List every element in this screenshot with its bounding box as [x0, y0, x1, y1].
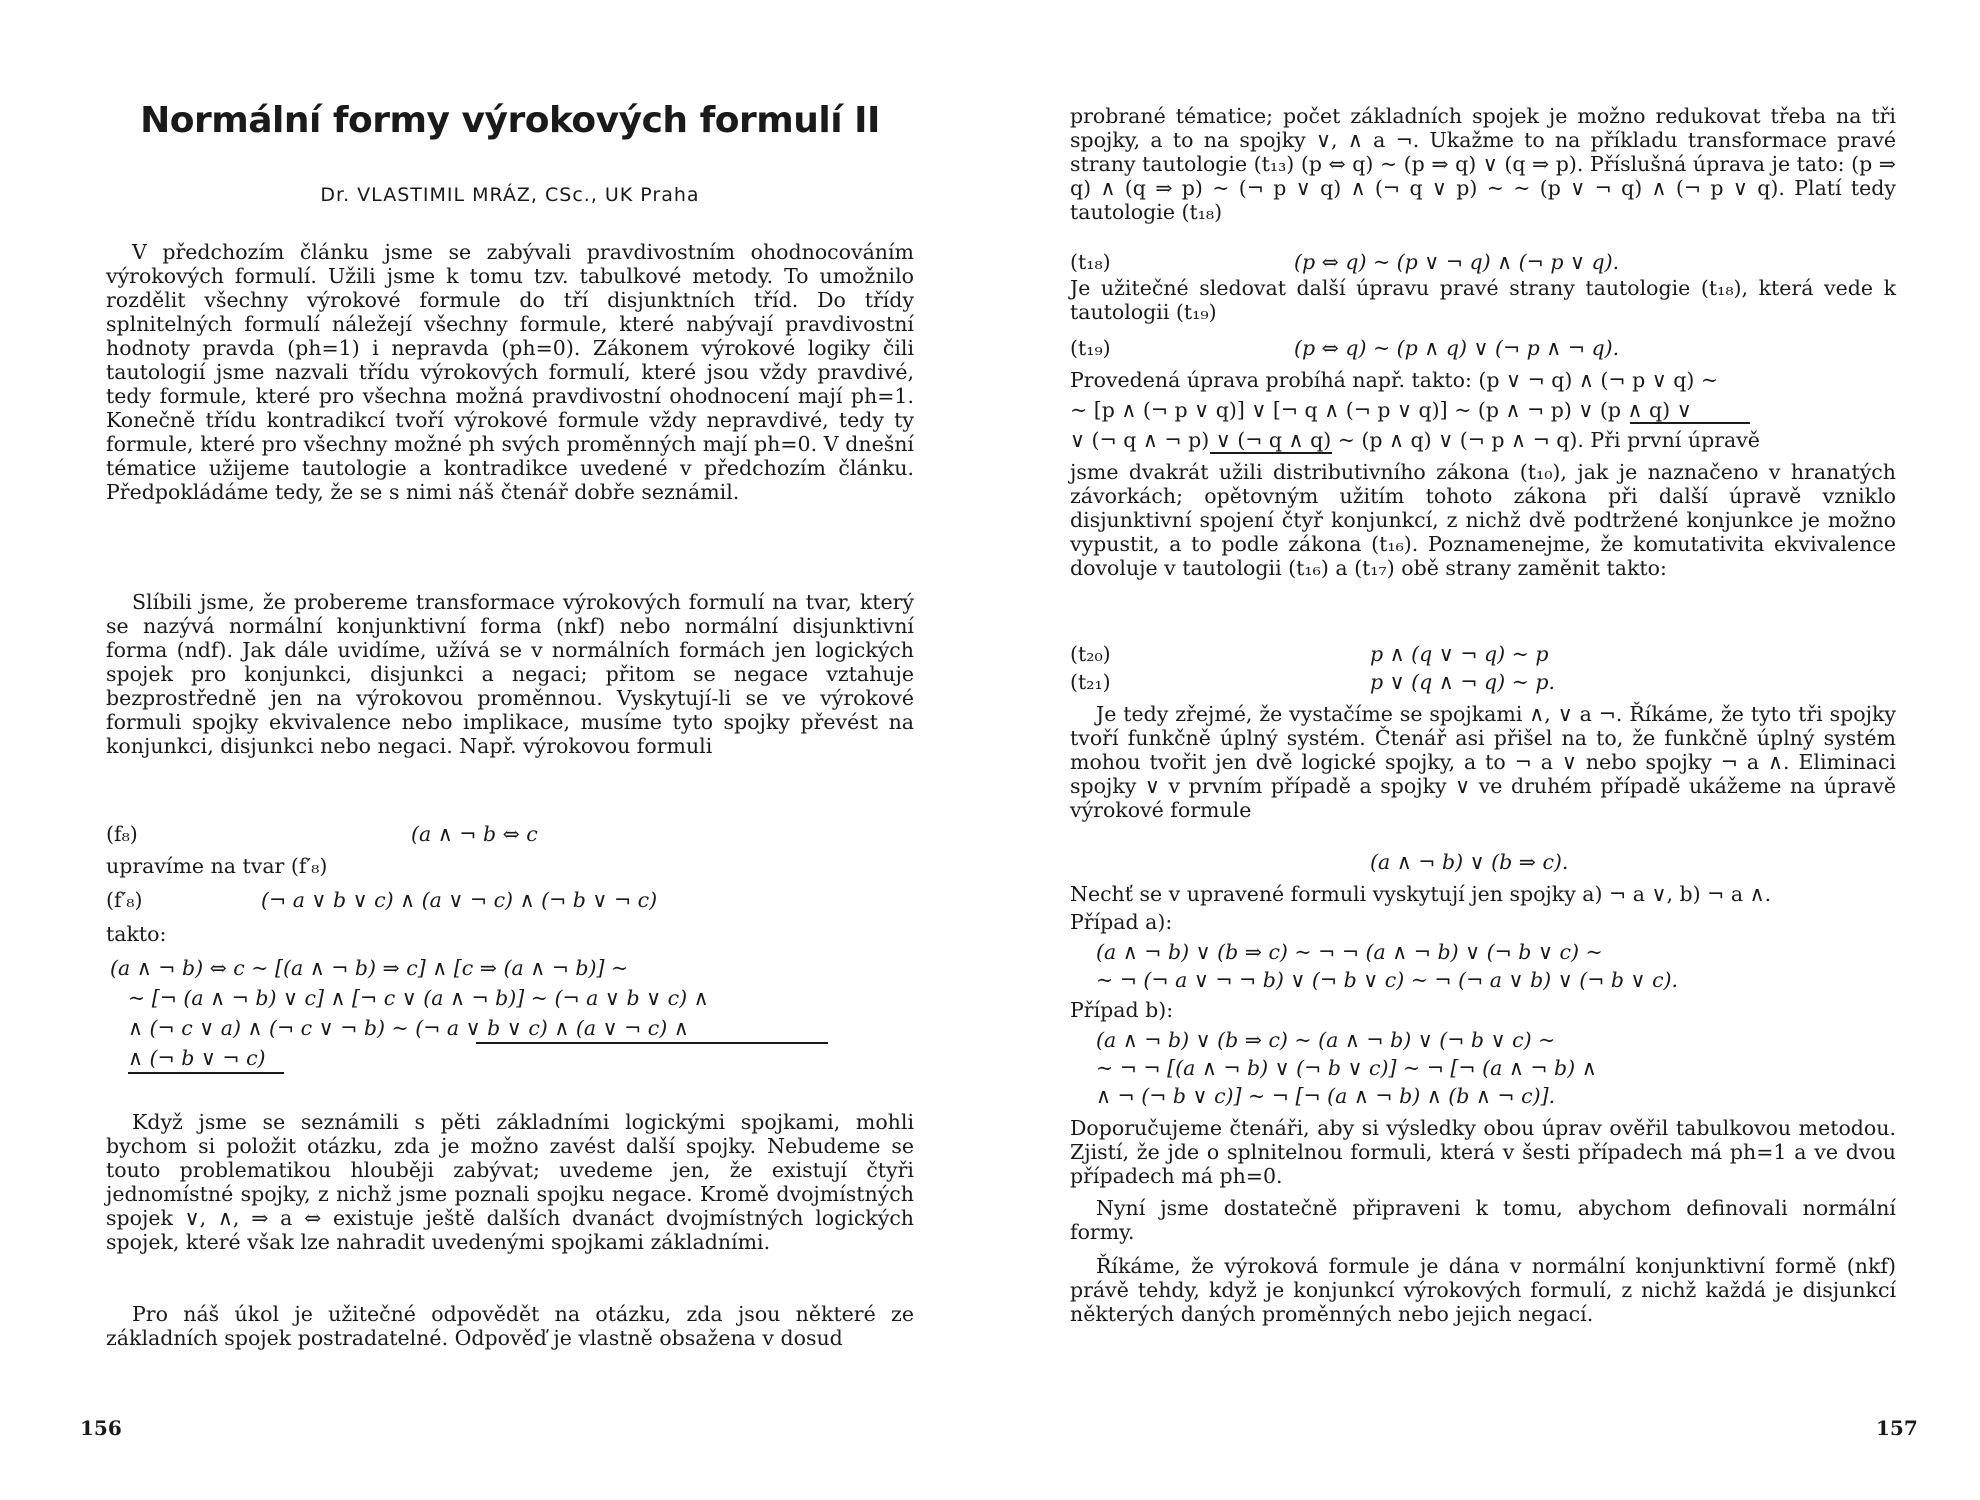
right-page — [990, 0, 1980, 1500]
paragraph-reduction: probrané tématice; počet základních spojek je možno redukovat třeba na tři spojky, a to na spojky ∨, ∧ a ¬. Ukažme to na příkladu transformace pravé strany tautologie (t₁₃) (p ⇔ q) ~ (p ⇒ q) ∨ (q ⇒ p). Příslušná úprava je tato: (p ⇒ q) ∧ (q ⇒ p) ~ (¬ p ∨ q) ∧ (¬ q ∨ p) ~ ~ (p ∨ ¬ q) ∧ (¬ p ∨ q). Platí tedy tautologie (t₁₈) — [1070, 104, 1896, 224]
paragraph-definition-nkf: Říkáme, že výroková formule je dána v normální konjunktivní formě (nkf) právě tehdy, když je konjunkcí výrokových formulí, z nichž každá je disjunkcí některých daných proměnných nebo jejich negací. — [1070, 1254, 1896, 1326]
underline-result-end — [128, 1072, 284, 1074]
formula-f8: (a ∧ ¬ b ⇔ c — [411, 822, 538, 846]
author-line: Dr. VLASTIMIL MRÁZ, CSc., UK Praha — [320, 184, 700, 206]
article-title: Normální formy výrokových formulí II — [140, 100, 880, 141]
underline-conjunction-2 — [1210, 452, 1332, 454]
tautology-t19: (p ⇔ q) ~ (p ∧ q) ∨ (¬ p ∧ ¬ q). — [1294, 336, 1620, 360]
tautology-label-t19: (t₁₉) — [1070, 336, 1111, 360]
derivation-line-3: ∧ (¬ c ∨ a) ∧ (¬ c ∨ ¬ b) ~ (¬ a ∨ b ∨ c) ∧ (a ∨ ¬ c) ∧ — [128, 1016, 689, 1040]
tautology-t20: p ∧ (q ∨ ¬ q) ~ p — [1370, 642, 1549, 666]
formula-label-f8-prime: (f′₈) — [106, 888, 143, 912]
paragraph-distributive: jsme dvakrát užili distributivního zákona (t₁₀), jak je naznačeno v hranatých závorkách; opětovným užitím tohoto zákona při další úpravě vzniklo disjunktivní spojení čtyř konjunkcí, z nichž dvě podtržené konjunkce je možno vypustit, a to podle zákona (t₁₆). Poznamenejme, že komutativita ekvivalence dovoluje v tautologii (t₁₆) a (t₁₇) obě strany zaměnit takto: — [1070, 460, 1896, 580]
case-a-line-1: (a ∧ ¬ b) ∨ (b ⇒ c) ~ ¬ ¬ (a ∧ ¬ b) ∨ (¬ b ∨ c) ~ — [1096, 940, 1603, 964]
derivation-line-4: ∧ (¬ b ∨ ¬ c) — [128, 1046, 266, 1070]
formula-f8-prime: (¬ a ∨ b ∨ c) ∧ (a ∨ ¬ c) ∧ (¬ b ∨ ¬ c) — [261, 888, 658, 912]
page-number-left: 156 — [80, 1416, 122, 1440]
paragraph-cases: Nechť se v upravené formuli vyskytují jen spojky a) ¬ a ∨, b) ¬ a ∧. — [1070, 882, 1772, 906]
reform-text: upravíme na tvar (f′₈) — [106, 854, 328, 878]
tautology-label-t21: (t₂₁) — [1070, 670, 1111, 694]
derivation-right-line-3: ∨ (¬ q ∧ ¬ p) ∨ (¬ q ∧ q) ~ (p ∧ q) ∨ (¬ p ∧ ¬ q). Při první úpravě — [1070, 428, 1760, 452]
case-b-line-2: ~ ¬ ¬ [(a ∧ ¬ b) ∨ (¬ b ∨ c)] ~ ¬ [¬ (a ∧ ¬ b) ∧ — [1096, 1056, 1597, 1080]
tautology-t21: p ∨ (q ∧ ¬ q) ~ p. — [1370, 670, 1555, 694]
tautology-label-t20: (t₂₀) — [1070, 642, 1111, 666]
case-a-label: Případ a): — [1070, 910, 1173, 934]
paragraph-intro: V předchozím článku jsme se zabývali pravdivostním ohodnocováním výrokových formulí. Užili jsme k tomu tzv. tabulkové metody. To umožnilo rozdělit všechny výrokové formule do tří disjunktních tříd. Do třídy splnitelných formulí náležejí všechny formule, které nabývají pravdivostní hodnoty pravda (ph=1) i nepravda (ph=0). Zákonem výrokové logiky čili tautologií jsme nazvali třídu výrokových formulí, které jsou vždy pravdivé, tedy formule, které pro všechna možná pravdivostní ohodnocení mají ph=1. Konečně třídu kontradikcí tvoří výrokové formule vždy nepravdivé, tedy ty formule, které pro všechny možné ph svých proměnných mají ph=0. V dnešní tématice užijeme tautologie a kontradikce uvedené v předchozím článku. Předpokládáme tedy, že se s nimi náš čtenář dobře seznámil. — [106, 240, 914, 504]
paragraph-question: Pro náš úkol je užitečné odpovědět na otázku, zda jsou některé ze základních spojek postradatelné. Odpověď je vlastně obsažena v dosud — [106, 1302, 914, 1350]
underline-result — [476, 1042, 828, 1044]
page-number-right: 157 — [1876, 1416, 1918, 1440]
paragraph-next-step: Je užitečné sledovat další úpravu pravé strany tautologie (t₁₈), která vede k tautologii (t₁₉) — [1070, 276, 1896, 324]
tautology-t18: (p ⇔ q) ~ (p ∨ ¬ q) ∧ (¬ p ∨ q). — [1294, 250, 1620, 274]
derivation-right-line-1: Provedená úprava probíhá např. takto: (p ∨ ¬ q) ∧ (¬ p ∨ q) ~ — [1070, 368, 1719, 392]
derivation-line-2: ~ [¬ (a ∧ ¬ b) ∨ c] ∧ [¬ c ∨ (a ∧ ¬ b)] ~ (¬ a ∨ b ∨ c) ∧ — [128, 986, 709, 1010]
paragraph-functional-complete: Je tedy zřejmé, že vystačíme se spojkami ∧, ∨ a ¬. Říkáme, že tyto tři spojky tvoří funkčně úplný systém. Čtenář asi přišel na to, že funkčně úplný systém mohou tvořit jen dvě logické spojky, a to ¬ a ∨ nebo spojky ¬ a ∧. Eliminaci spojky ∨ v prvním případě a spojky ∨ ve druhém případě ukážeme na úpravě výrokové formule — [1070, 702, 1896, 822]
formula-centered: (a ∧ ¬ b) ∨ (b ⇒ c). — [1370, 850, 1569, 874]
tautology-label-t18: (t₁₈) — [1070, 250, 1111, 274]
paragraph-ready: Nyní jsme dostatečně připraveni k tomu, abychom definovali normální formy. — [1070, 1196, 1896, 1244]
paragraph-connectives: Když jsme se seznámili s pěti základními logickými spojkami, mohli bychom si položit otázku, zda je možno zavést další spojky. Nebudeme se touto problematikou hlouběji zabývat; uvedeme jen, že existují čtyři jednomístné spojky, z nichž jsme poznali spojku negace. Kromě dvojmístných spojek ∨, ∧, ⇒ a ⇔ existuje ještě dalších dvanáct dvojmístných logických spojek, které však lze nahradit uvedenými spojkami základními. — [106, 1110, 914, 1254]
paragraph-transformations: Slíbili jsme, že probereme transformace výrokových formulí na tvar, který se nazývá normální konjunktivní forma (nkf) nebo normální disjunktivní forma (ndf). Jak dále uvidíme, užívá se v normálních formách jen logických spojek pro konjunkci, disjunkci a negaci; přitom se negace vztahuje bezprostředně jen na výrokovou proměnnou. Vyskytují-li se ve výrokové formuli spojky ekvivalence nebo implikace, musíme tyto spojky převést na konjunkci, disjunkci nebo negaci. Např. výrokovou formuli — [106, 590, 914, 758]
case-b-line-1: (a ∧ ¬ b) ∨ (b ⇒ c) ~ (a ∧ ¬ b) ∨ (¬ b ∨ c) ~ — [1096, 1028, 1556, 1052]
takto-label: takto: — [106, 922, 167, 946]
formula-label-f8: (f₈) — [106, 822, 138, 846]
case-b-label: Případ b): — [1070, 998, 1174, 1022]
case-a-line-2: ~ ¬ (¬ a ∨ ¬ ¬ b) ∨ (¬ b ∨ c) ~ ¬ (¬ a ∨ b) ∨ (¬ b ∨ c). — [1096, 968, 1679, 992]
underline-conjunction-1 — [1630, 422, 1750, 424]
derivation-line-1: (a ∧ ¬ b) ⇔ c ~ [(a ∧ ¬ b) ⇒ c] ∧ [c ⇒ (a ∧ ¬ b)] ~ — [110, 956, 629, 980]
derivation-right-line-2: ~ [p ∧ (¬ p ∨ q)] ∨ [¬ q ∧ (¬ p ∨ q)] ~ (p ∧ ¬ p) ∨ (p ∧ q) ∨ — [1070, 398, 1692, 422]
paragraph-recommend: Doporučujeme čtenáři, aby si výsledky obou úprav ověřil tabulkovou metodou. Zjistí, že jde o splnitelnou formuli, která v šesti případech má ph=1 a ve dvou případech má ph=0. — [1070, 1116, 1896, 1188]
case-b-line-3: ∧ ¬ (¬ b ∨ c)] ~ ¬ [¬ (a ∧ ¬ b) ∧ (b ∧ ¬ c)]. — [1096, 1084, 1556, 1108]
